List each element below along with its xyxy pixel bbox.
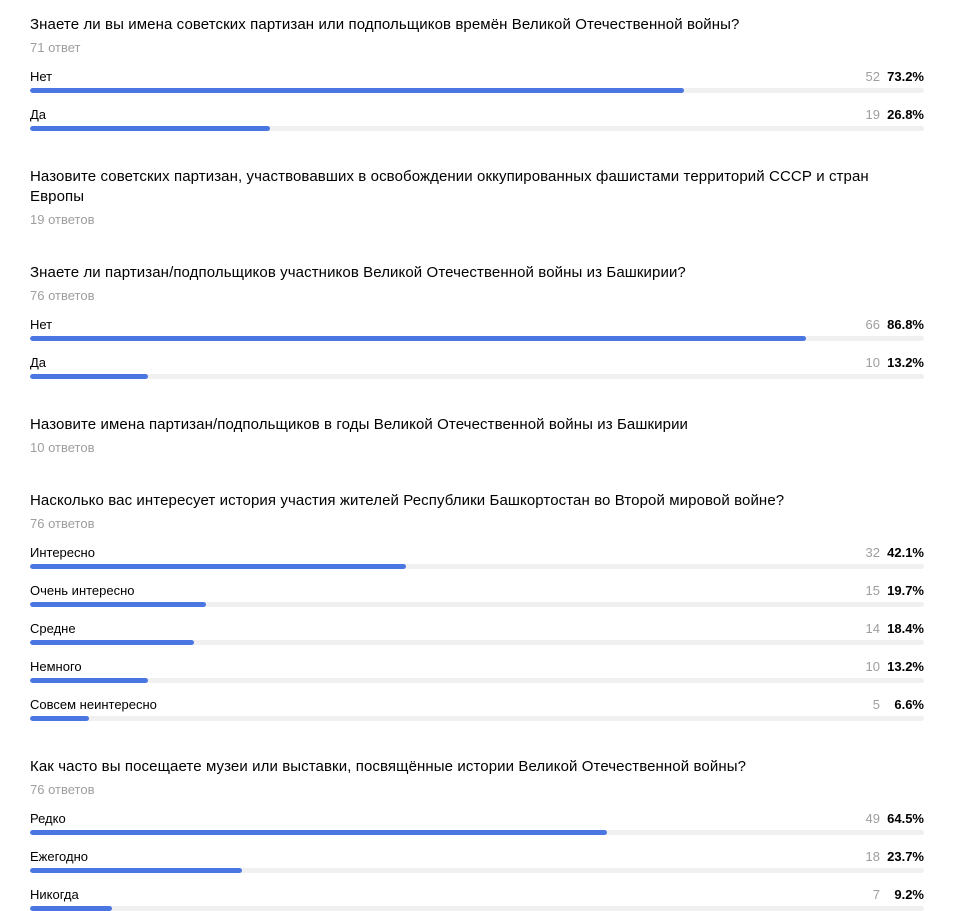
question-block (30, 15, 924, 131)
answer-bar-fill (30, 906, 112, 911)
answer-bar-track (30, 830, 924, 835)
answer-count: 10 (865, 659, 880, 674)
question-title: Назовите советских партизан, участвовавших в освобождении оккупированных фашистами территорий СССР и стран Европы (30, 168, 869, 205)
question-response-count: 76 ответов (30, 516, 95, 531)
answer-row-head (30, 355, 924, 370)
answer-label: Средне (30, 621, 76, 636)
answer-row (30, 317, 924, 341)
answer-count: 52 (865, 69, 880, 84)
answer-label: Ежегодно (30, 849, 88, 864)
question-title: Насколько вас интересует история участия жителей Республики Башкортостан во Второй мировой войне? (30, 492, 785, 509)
answer-row-head (30, 811, 924, 826)
answer-row-head (30, 583, 924, 598)
answer-bar-fill (30, 716, 89, 721)
answer-percent: 19.7% (887, 583, 924, 598)
answer-percent: 23.7% (887, 849, 924, 864)
answer-row-head (30, 621, 924, 636)
answer-label: Нет (30, 317, 53, 332)
answer-count: 15 (865, 583, 880, 598)
answer-row-head (30, 697, 924, 712)
answer-percent: 13.2% (887, 659, 924, 674)
question-block (30, 415, 924, 455)
answer-label: Совсем неинтересно (30, 697, 157, 712)
answer-percent: 18.4% (887, 621, 924, 636)
answer-bar-track (30, 602, 924, 607)
answer-percent: 64.5% (887, 811, 924, 826)
answer-bar-fill (30, 564, 406, 569)
question-title: Назовите имена партизан/подпольщиков в годы Великой Отечественной войны из Башкирии (30, 416, 689, 433)
answer-bar-fill (30, 830, 607, 835)
answer-row (30, 107, 924, 131)
answer-percent: 42.1% (887, 545, 924, 560)
question-block (30, 263, 924, 379)
answer-row (30, 849, 924, 873)
answer-count: 32 (865, 545, 880, 560)
answer-bar-track (30, 126, 924, 131)
answer-label: Интересно (30, 545, 95, 560)
answer-bar-track (30, 564, 924, 569)
answer-list (30, 317, 924, 379)
answer-percent: 9.2% (894, 887, 924, 902)
answer-bar-track (30, 906, 924, 911)
question-response-count: 76 ответов (30, 288, 95, 303)
answer-row-head (30, 107, 924, 122)
question-title: Знаете ли вы имена советских партизан или подпольщиков времён Великой Отечественной войны? (30, 16, 740, 33)
question-block (30, 757, 924, 911)
answer-row (30, 69, 924, 93)
answer-bar-fill (30, 88, 684, 93)
answer-percent: 13.2% (887, 355, 924, 370)
answer-row (30, 545, 924, 569)
answer-count: 18 (865, 849, 880, 864)
answer-bar-track (30, 336, 924, 341)
answer-count: 5 (872, 697, 880, 712)
answer-bar-fill (30, 126, 270, 131)
answer-list (30, 545, 924, 721)
answer-label: Да (30, 355, 47, 370)
answer-row-head (30, 849, 924, 864)
question-response-count: 10 ответов (30, 440, 95, 455)
answer-bar-track (30, 374, 924, 379)
answer-percent: 6.6% (894, 697, 924, 712)
answer-bar-fill (30, 678, 148, 683)
answer-label: Никогда (30, 887, 79, 902)
answer-bar-track (30, 88, 924, 93)
answer-row-head (30, 659, 924, 674)
question-response-count: 71 ответ (30, 40, 81, 55)
answer-bar-fill (30, 640, 194, 645)
answer-label: Да (30, 107, 47, 122)
answer-bar-track (30, 678, 924, 683)
answer-bar-track (30, 868, 924, 873)
question-response-count: 76 ответов (30, 782, 95, 797)
answer-row-head (30, 69, 924, 84)
answer-bar-fill (30, 868, 242, 873)
answer-row-head (30, 887, 924, 902)
question-block (30, 491, 924, 721)
question-response-count: 19 ответов (30, 212, 95, 227)
question-block (30, 167, 924, 227)
answer-count: 14 (865, 621, 880, 636)
answer-count: 66 (865, 317, 880, 332)
answer-bar-fill (30, 336, 806, 341)
answer-bar-track (30, 640, 924, 645)
question-list (30, 15, 924, 911)
answer-label: Очень интересно (30, 583, 135, 598)
question-title: Как часто вы посещаете музеи или выставки, посвящённые истории Великой Отечественной войны? (30, 758, 747, 775)
answer-percent: 26.8% (887, 107, 924, 122)
answer-bar-fill (30, 602, 206, 607)
answer-row (30, 583, 924, 607)
answer-percent: 73.2% (887, 69, 924, 84)
question-title: Знаете ли партизан/подпольщиков участников Великой Отечественной войны из Башкирии? (30, 264, 686, 281)
answer-row (30, 697, 924, 721)
answer-count: 10 (865, 355, 880, 370)
answer-row (30, 355, 924, 379)
answer-row (30, 887, 924, 911)
answer-count: 7 (872, 887, 880, 902)
answer-bar-fill (30, 374, 148, 379)
answer-count: 49 (865, 811, 880, 826)
answer-list (30, 811, 924, 911)
answer-count: 19 (865, 107, 880, 122)
answer-percent: 86.8% (887, 317, 924, 332)
answer-list (30, 69, 924, 131)
answer-label: Нет (30, 69, 53, 84)
answer-bar-track (30, 716, 924, 721)
answer-row-head (30, 545, 924, 560)
answer-row (30, 659, 924, 683)
answer-row (30, 621, 924, 645)
answer-label: Немного (30, 659, 82, 674)
answer-row-head (30, 317, 924, 332)
answer-row (30, 811, 924, 835)
answer-label: Редко (30, 811, 66, 826)
